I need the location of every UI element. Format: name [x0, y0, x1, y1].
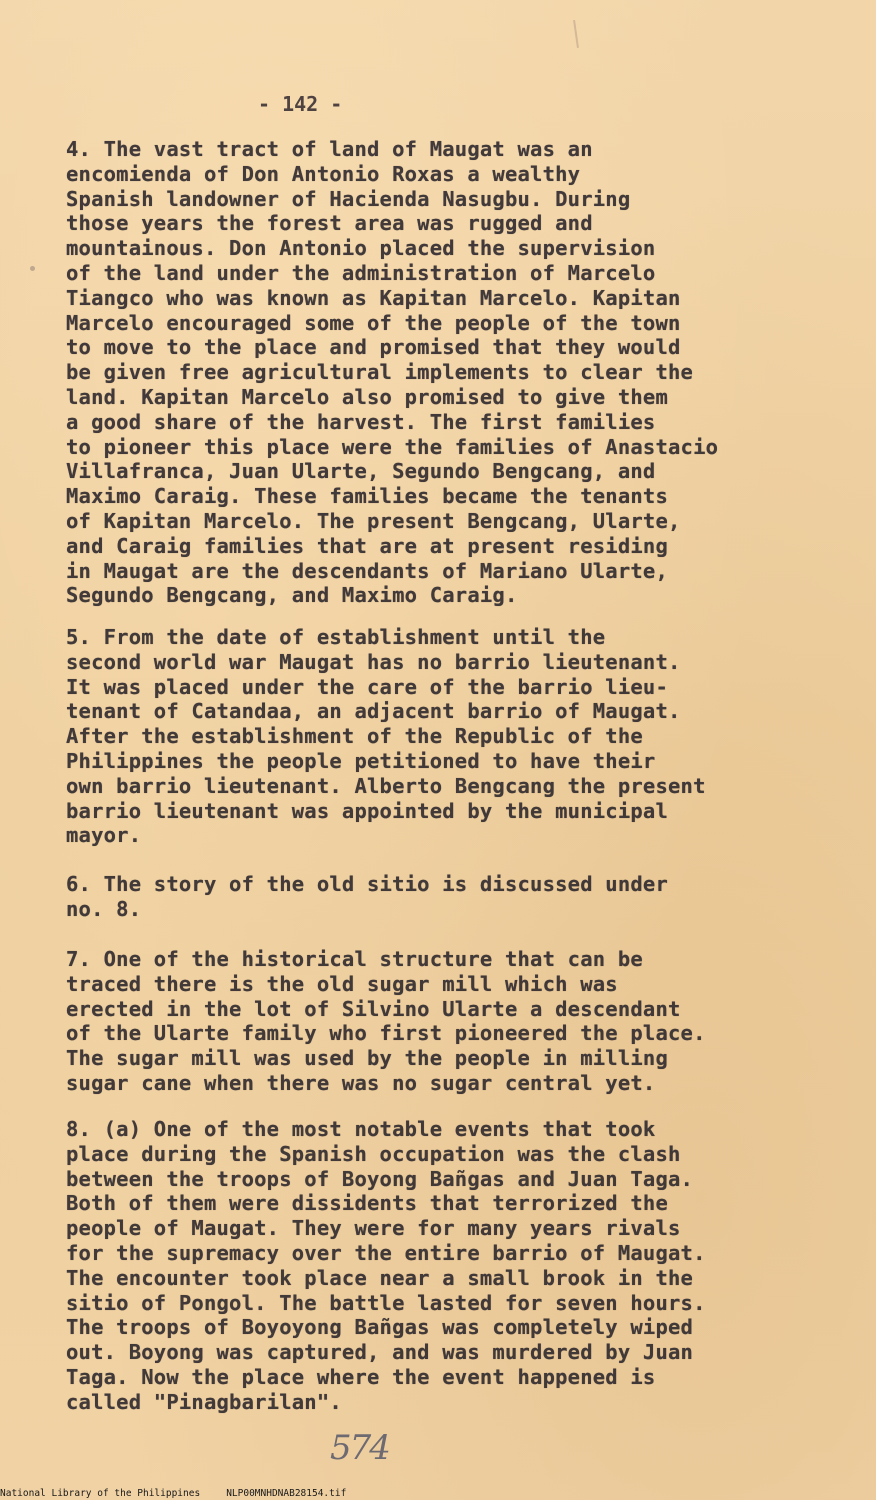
paragraph-5: 5. From the date of establishment until the second world war Maugat has no barrio lieutenant. It was placed under the care of the barrio lieu- tenant of Catandaa, an adjacent barrio of Maugat. After the establishment of the Republic of the Philippines the people petitioned to have their own barrio lieutenant. Alberto Bengcang the present barrio lieutenant was appointed by the municipal mayor. [66, 625, 706, 848]
margin-mark [30, 266, 35, 271]
page-number: - 142 - [258, 92, 343, 116]
footer-library: National Library of the Philippines [0, 1488, 201, 1499]
paragraph-8: 8. (a) One of the most notable events that took place during the Spanish occupation was the clash between the troops of Boyong Bañgas and Juan Taga. Both of them were dissidents that terrorized the people of Maugat. They were for many years rivals for the supremacy over the entire barrio of Maugat. The encounter took place near a small brook in the sitio of Pongol. The battle lasted for seven hours. The troops of Boyoyong Bañgas was completely wiped out. Boyong was captured, and was murdered by Juan Taga. Now the place where the event happened is called "Pinagbarilan". [66, 1117, 706, 1414]
paper-mark [573, 20, 579, 48]
paragraph-7: 7. One of the historical structure that can be traced there is the old sugar mill which was erected in the lot of Silvino Ularte a descendant of the Ularte family who first pioneered the place. The sugar mill was used by the people in milling sugar cane when there was no sugar central yet. [66, 947, 706, 1095]
paragraph-6: 6. The story of the old sitio is discussed under no. 8. [66, 872, 669, 921]
footer-reference: NLP00MNHDNAB28154.tif [226, 1488, 347, 1499]
scan-footer [0, 1488, 346, 1499]
paragraph-4: 4. The vast tract of land of Maugat was an encomienda of Don Antonio Roxas a wealthy Spanish landowner of Hacienda Nasugbu. During those years the forest area was rugged and mountainous. Don Antonio placed the supervision of the land under the administration of Marcelo Tiangco who was known as Kapitan Marcelo. Kapitan Marcelo encouraged some of the people of the town to move to the place and promised that they would be given free agricultural implements to clear the land. Kapitan Marcelo also promised to give them a good share of the harvest. The first families to pioneer this place were the families of Anastacio Villafranca, Juan Ularte, Segundo Bengcang, and Maximo Caraig. These families became the tenants of Kapitan Marcelo. The present Bengcang, Ularte, and Caraig families that are at present residing in Maugat are the descendants of Mariano Ularte, Segundo Bengcang, and Maximo Caraig. [66, 137, 719, 608]
handwritten-page-number: 574 [330, 1428, 389, 1468]
